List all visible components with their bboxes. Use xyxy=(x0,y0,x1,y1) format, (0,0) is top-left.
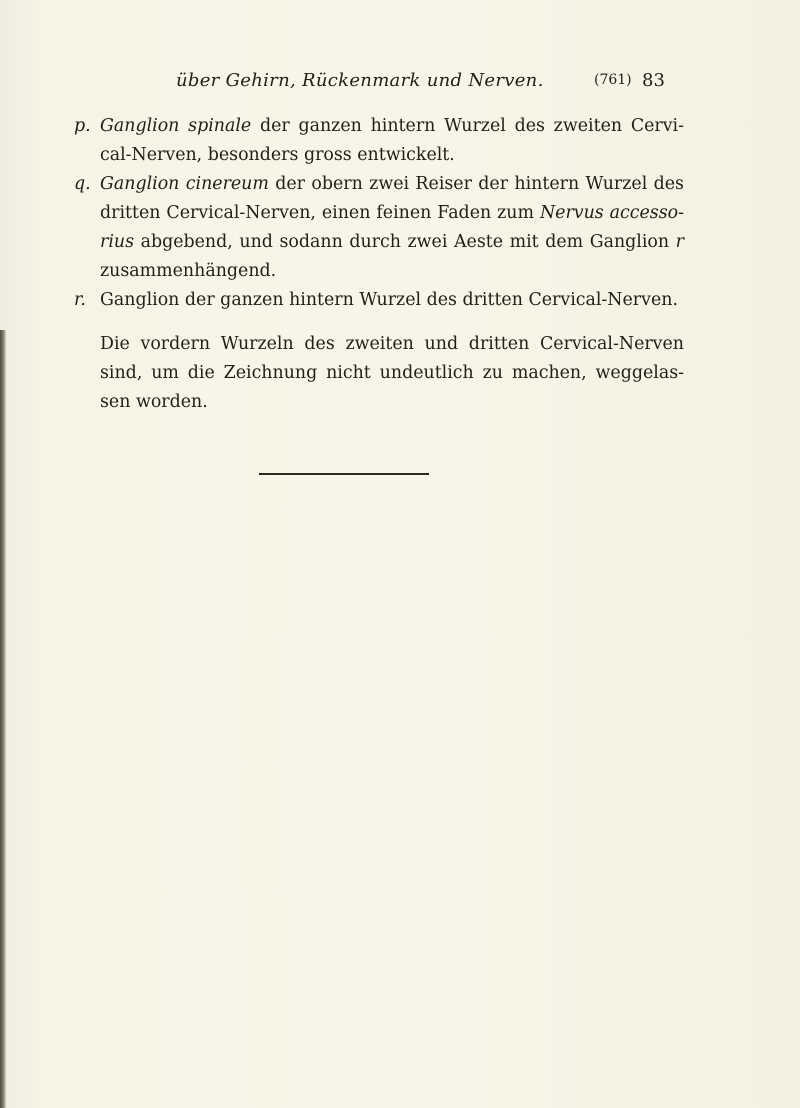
closing-paragraph: Die vordern Wurzeln des zweiten und dritten Cervical-Nerven sind, um die Zeichnung nicht undeutlich zu machen, weggelas-sen worden. xyxy=(100,334,684,412)
entry-key: p. xyxy=(74,116,91,136)
entry-q xyxy=(72,170,684,286)
entry-text: der obern zwei Reiser der hintern Wurzel des dritten Cervical-Nerven, einen feinen Faden zum xyxy=(100,174,684,223)
binding-edge xyxy=(0,330,6,1108)
entry-key: r. xyxy=(74,290,86,310)
entry-r xyxy=(72,286,684,315)
entry-key: q. xyxy=(74,174,91,194)
running-title: über Gehirn, Rückenmark und Nerven. xyxy=(176,70,544,91)
entry-text: Ganglion der ganzen hintern Wurzel des dritten Cervical-Nerven. xyxy=(100,290,678,310)
entry-text: zusammenhängend. xyxy=(100,261,277,281)
entry-term: Ganglion cinereum xyxy=(100,174,269,194)
entry-text: der ganzen hintern Wurzel des zweiten Cervi-cal-Nerven, besonders gross entwickelt. xyxy=(100,116,684,165)
entry-term-ref: r xyxy=(675,232,684,252)
entry-term: Ganglion spinale xyxy=(100,116,252,136)
plate-number: (761) xyxy=(594,72,632,88)
page-number: 83 xyxy=(642,70,665,91)
entry-term-nervus: Nervus accesso-rius xyxy=(100,203,684,252)
horizontal-rule xyxy=(259,473,429,475)
page-body xyxy=(72,112,684,417)
running-header xyxy=(80,70,680,96)
entry-p xyxy=(72,112,684,170)
entry-text: abgebend, und sodann durch zwei Aeste mit dem Ganglion xyxy=(134,232,676,252)
